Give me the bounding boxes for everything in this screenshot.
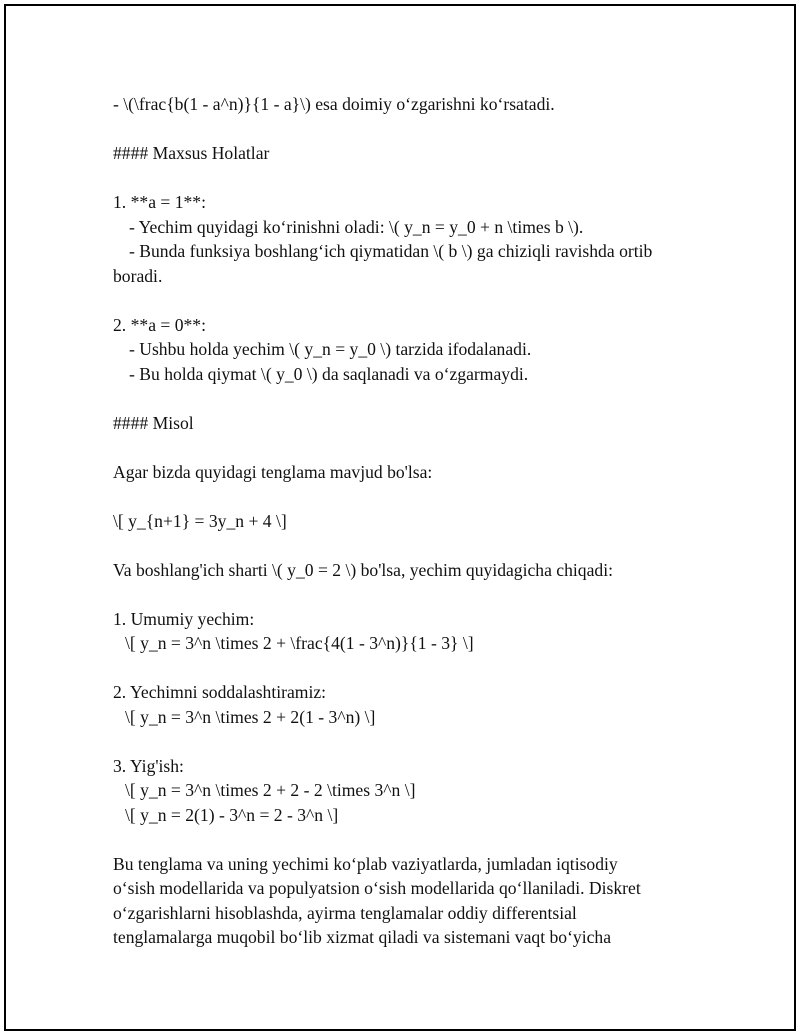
- blank-line: [113, 117, 713, 142]
- equation-line: \[ y_n = 3^n \times 2 + 2 - 2 \times 3^n \]: [125, 780, 416, 800]
- text-line: boradi.: [113, 265, 163, 286]
- section-heading: #### Misol: [113, 412, 194, 433]
- blank-line: [113, 533, 713, 558]
- document-body: [113, 92, 713, 950]
- sub-list-item: - Bu holda qiymat \( y_0 \) da saqlanadi va o‘zgarmaydi.: [129, 363, 529, 384]
- blank-line: [113, 582, 713, 607]
- list-item: 1. Umumiy yechim:: [113, 608, 255, 629]
- equation-line: \[ y_n = 3^n \times 2 + \frac{4(1 - 3^n)}{1 - 3} \]: [125, 633, 474, 653]
- equation-line: \[ y_n = 3^n \times 2 + 2(1 - 3^n) \]: [125, 706, 376, 727]
- sub-list-item: - Yechim quyidagi ko‘rinishni oladi: \( y_n = y_0 + n \times b \).: [129, 216, 584, 237]
- section-heading: #### Maxsus Holatlar: [113, 143, 270, 163]
- sub-list-item: - Ushbu holda yechim \( y_n = y_0 \) tarzida ifodalanadi.: [129, 339, 532, 359]
- text-line: - \(\frac{b(1 - a^n)}{1 - a}\) esa doimiy o‘zgarishni ko‘rsatadi.: [113, 94, 555, 114]
- equation-line: \[ y_n = 2(1) - 3^n = 2 - 3^n \]: [125, 804, 339, 825]
- blank-line: [113, 656, 713, 681]
- list-item: 3. Yig'ish:: [113, 755, 184, 776]
- blank-line: [113, 288, 713, 313]
- paragraph-line: Bu tenglama va uning yechimi ko‘plab vaziyatlarda, jumladan iqtisodiy: [113, 853, 618, 874]
- list-item: 2. **a = 0**:: [113, 314, 206, 335]
- blank-line: [113, 484, 713, 509]
- paragraph-line: tenglamalarga muqobil bo‘lib xizmat qiladi va sistemani vaqt bo‘yicha: [113, 927, 612, 947]
- text-line: Va boshlang'ich sharti \( y_0 = 2 \) bo'lsa, yechim quyidagicha chiqadi:: [113, 559, 613, 580]
- text-line: Agar bizda quyidagi tenglama mavjud bo'lsa:: [113, 461, 433, 482]
- blank-line: [113, 435, 713, 460]
- blank-line: [113, 166, 713, 191]
- blank-line: [113, 827, 713, 852]
- paragraph-line: o‘sish modellarida va populyatsion o‘sish modellarida qo‘llaniladi. Diskret: [113, 878, 641, 898]
- blank-line: [113, 386, 713, 411]
- list-item: 1. **a = 1**:: [113, 192, 206, 212]
- sub-list-item: - Bunda funksiya boshlang‘ich qiymatidan \( b \) ga chiziqli ravishda ortib: [129, 241, 653, 261]
- list-item: 2. Yechimni soddalashtiramiz:: [113, 682, 327, 702]
- paragraph-line: o‘zgarishlarni hisoblashda, ayirma tenglamalar oddiy differentsial: [113, 902, 577, 923]
- equation-line: \[ y_{n+1} = 3y_n + 4 \]: [113, 510, 287, 531]
- blank-line: [113, 729, 713, 754]
